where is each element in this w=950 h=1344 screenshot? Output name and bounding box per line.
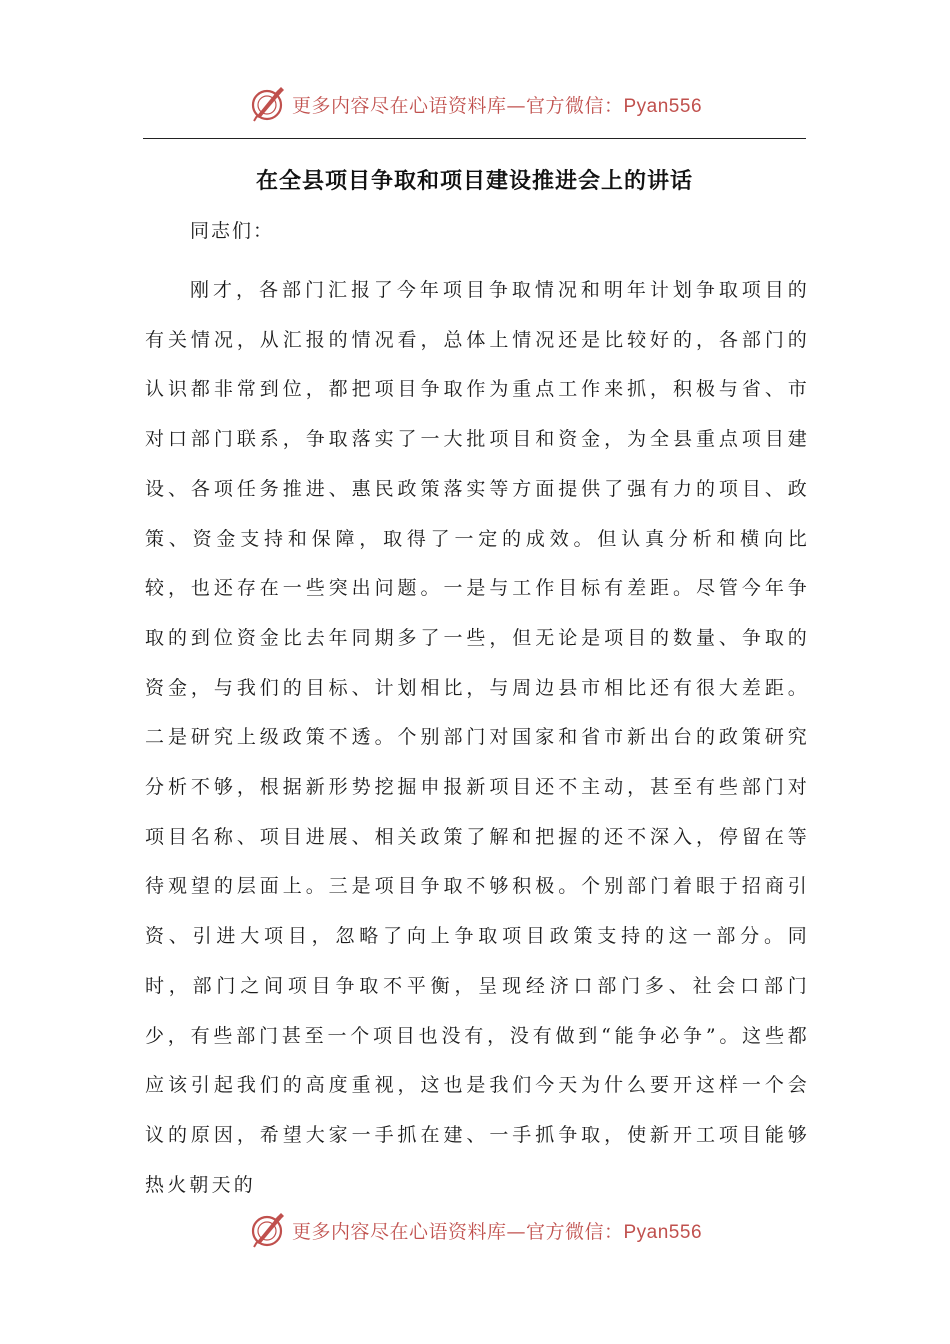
document-title: 在全县项目争取和项目建设推进会上的讲话 [255, 169, 693, 194]
banner-text: 更多内容尽在心语资料库—官方微信：Pyan556 [291, 1220, 703, 1243]
body-paragraph: 刚才，各部门汇报了今年项目争取情况和明年计划争取项目的有关情况，从汇报的情况看，总体上情况还是比较好的，各部门的认识都非常到位，都把项目争取作为重点工作来抓，积极与省、市对口部门联系，争取落实了一大批项目和资金，为全县重点项目建设、各项任务推进、惠民政策落实等方面提供了强有力的项目、政策、资金支持和保障，取得了一定的成效。但认真分析和横向比较，也还存在一些突出问题。一是与工作目标有差距。尽管今年争取的到位资金比去年同期多了一些，但无论是项目的数量、争取的资金，与我们的目标、计划相比，与周边县市相比还有很大差距。二是研究上级政策不透。个别部门对国家和省市新出台的政策研究分析不够，根据新形势挖掘申报新项目还不主动，甚至有些部门对项目名称、项目进展、相关政策了解和把握的还不深入，停留在等待观望的层面上。三是项目争取不够积极。个别部门着眼于招商引资、引进大项目，忽略了向上争取项目政策支持的这一部分。同时，部门之间项目争取不平衡，呈现经济口部门多、社会口部门少，有些部门甚至一个项目也没有，没有做到“能争必争”。这些都应该引起我们的高度重视，这也是我们今天为什么要开这样一个会议的原因，希望大家一手抓在建、一手抓争取，使新开工项目能够热火朝天的 [145, 279, 810, 1196]
salutation: 同志们： [190, 220, 275, 242]
wechat-id: Pyan556 [623, 95, 703, 117]
banner-text: 更多内容尽在心语资料库—官方微信：Pyan556 [291, 94, 703, 117]
footer-banner [0, 1208, 950, 1252]
quill-logo-icon [248, 84, 288, 124]
wechat-id: Pyan556 [623, 1221, 703, 1243]
quill-logo-icon [248, 1210, 288, 1250]
header-banner [0, 82, 950, 126]
header-divider [143, 138, 806, 139]
